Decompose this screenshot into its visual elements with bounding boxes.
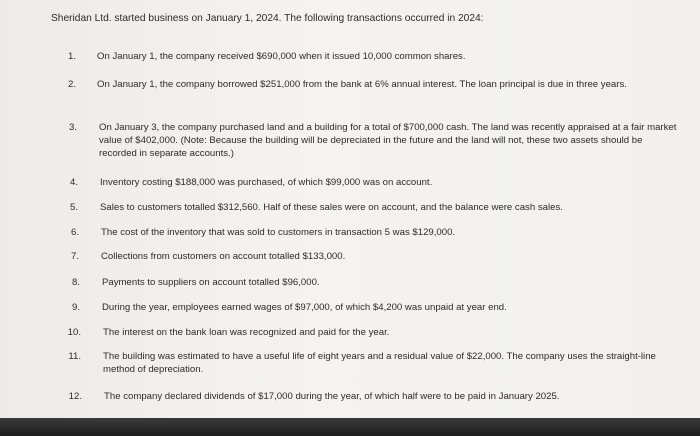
item-text: The company declared dividends of $17,000 during the year, of which half were to be paid in January 2025. (104, 391, 560, 402)
item-text: Sales to customers totalled $312,560. Half of these sales were on account, and the balance were cash sales. (100, 202, 563, 213)
item-number: 1. (67, 51, 76, 62)
item-text: On January 1, the company borrowed $251,000 from the bank at 6% annual interest. The loan principal is due in three years. (97, 79, 627, 90)
item-number: 8. (71, 277, 80, 288)
item-text: Collections from customers on account totalled $133,000. (101, 251, 346, 262)
item-text: On January 3, the company purchased land and a building for a total of $700,000 cash. The land was recently appraised at a fair market value of $402,000. (Note: Because the building will be depreciated in the future and the land will not, these two assets should be recorded in separate accounts.) (99, 122, 677, 159)
screen-bottom-edge (0, 418, 700, 436)
item-number: 12. (68, 391, 82, 402)
item-text: During the year, employees earned wages of $97,000, of which $4,200 was unpaid at year end. (102, 302, 507, 313)
item-number: 6. (70, 227, 79, 238)
intro-text: Sheridan Ltd. started business on January 1, 2024. The following transactions occurred in 2024: (51, 13, 484, 24)
item-number: 9. (71, 302, 80, 313)
item-text: The cost of the inventory that was sold to customers in transaction 5 was $129,000. (101, 227, 456, 238)
item-number: 2. (67, 79, 76, 90)
item-text: Payments to suppliers on account totalled $96,000. (102, 277, 320, 288)
item-text: The interest on the bank loan was recognized and paid for the year. (103, 327, 390, 338)
item-number: 5. (69, 202, 78, 213)
item-text: On January 1, the company received $690,000 when it issued 10,000 common shares. (97, 51, 466, 62)
item-text: Inventory costing $188,000 was purchased, of which $99,000 was on account. (100, 177, 433, 188)
item-text: The building was estimated to have a useful life of eight years and a residual value of $22,000. The company uses the straight-line method of depreciation. (103, 351, 656, 375)
item-number: 3. (68, 122, 77, 133)
item-number: 10. (67, 327, 81, 338)
item-number: 7. (70, 251, 79, 262)
item-number: 4. (69, 177, 78, 188)
item-number: 11. (68, 351, 81, 362)
